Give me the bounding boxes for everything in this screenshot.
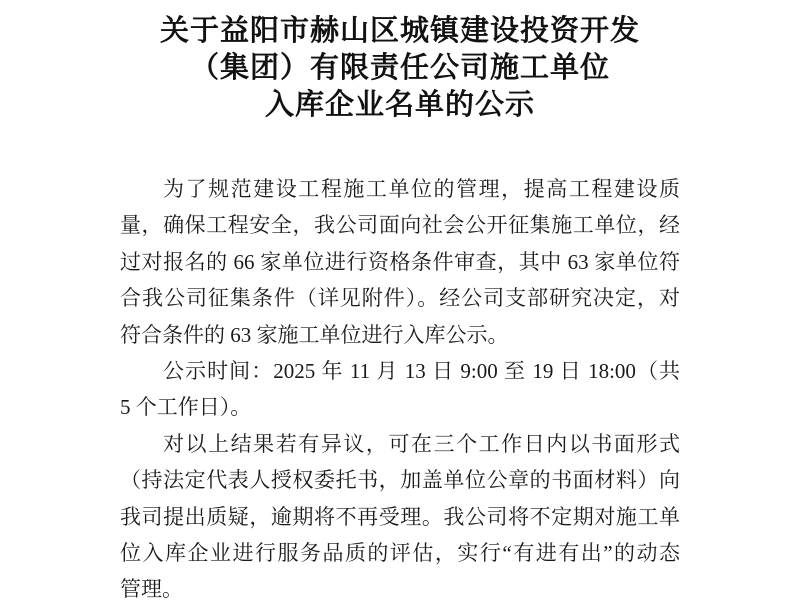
body-line: 符合条件的 63 家施工单位进行入库公示。 xyxy=(120,322,509,347)
body-line: 5 个工作日）。 xyxy=(120,395,252,420)
body-line: 为了规范建设工程施工单位的管理，提高工程建设质 xyxy=(163,177,680,201)
body-line: 量，确保工程安全，我公司面向社会公开征集施工单位，经 xyxy=(120,213,680,238)
title-line-3: 入库企业名单的公示 xyxy=(264,89,535,121)
document-body xyxy=(120,171,680,608)
body-line: 合我公司征集条件（详见附件）。经公司支部研究决定，对 xyxy=(120,286,680,311)
body-line: 管理。 xyxy=(120,577,183,602)
paragraph-intro xyxy=(120,171,680,353)
body-line: （持法定代表人授权委托书，加盖单位公章的书面材料）向 xyxy=(120,468,680,493)
body-line: 公示时间：2025 年 11 月 13 日 9:00 至 19 日 18:00（共 xyxy=(163,358,680,383)
title-line-1: 关于益阳市赫山区城镇建设投资开发 xyxy=(159,15,640,47)
body-line: 位入库企业进行服务品质的评估，实行“有进有出”的动态 xyxy=(120,540,680,565)
paragraph-objection xyxy=(120,426,680,608)
paragraph-publicity-period xyxy=(120,353,680,426)
body-line: 对以上结果若有异议，可在三个工作日内以书面形式 xyxy=(163,431,680,456)
body-line: 我司提出质疑，逾期将不再受理。我公司将不定期对施工单 xyxy=(120,504,680,529)
title-line-2: （集团）有限责任公司施工单位 xyxy=(189,52,610,84)
body-line: 过对报名的 66 家单位进行资格条件审查，其中 63 家单位符 xyxy=(120,249,680,274)
document-title xyxy=(0,13,800,124)
